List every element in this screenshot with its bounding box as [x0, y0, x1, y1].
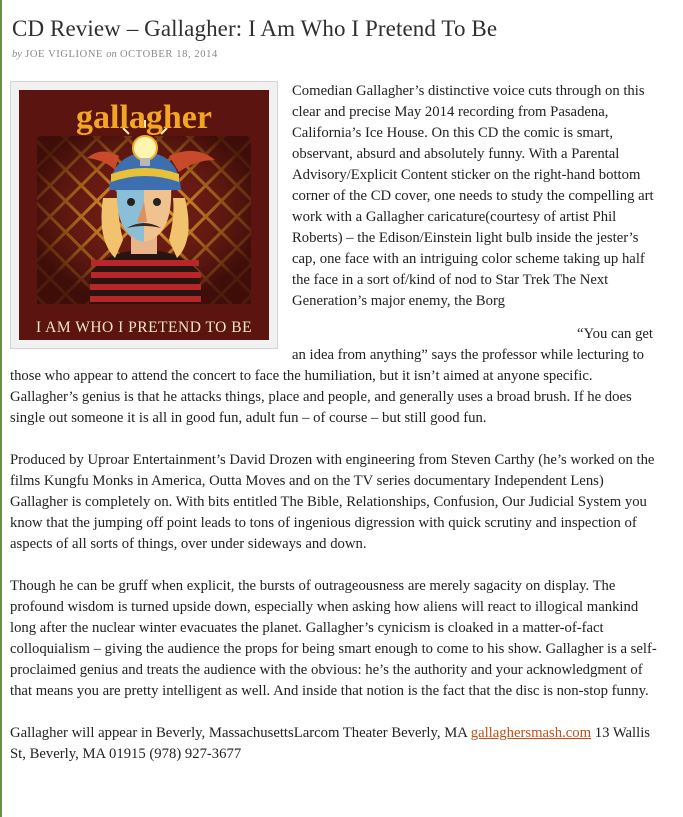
article-title[interactable]: CD Review – Gallagher: I Am Who I Pretend To Be [12, 16, 498, 41]
cover-subtitle-text: I AM WHO I PRETEND TO BE [35, 319, 253, 336]
byline-author[interactable]: JOE VIGLIONE [25, 49, 104, 60]
byline-by: by [12, 49, 22, 60]
gallagher-site-link[interactable]: gallaghersmash.com [470, 725, 592, 741]
paragraph-1: Comedian Gallagher’s distinctive voice cuts through on this clear and precise May 2014 recording from Pasadena, California’s Ice House. On this CD the comic is smart, observant, absurd and absolutely funny. With a Parental Advisory/Explicit Content sticker on the right-hand bottom corner of the CD cover, one needs to study the compelling art work with a Gallagher caricature(courtesy of artist Phil Roberts) – the Edison/Einstein light bulb inside the jester’s cap, one face with an intriguing color scheme taking up half the face in a sort of/kind of nod to Star Trek The Next Generation’s major enemy, the Borg [292, 83, 654, 309]
left-border-rule [0, 0, 2, 817]
byline [12, 49, 668, 60]
byline-on: on [106, 49, 117, 60]
album-cover-image[interactable] [19, 90, 269, 340]
paragraph-3: Produced by Uproar Entertainment’s David Drozen with engineering from Steven Carthy (he’s worked on the films Kungfu Monks in America, Outta Moves and on the TV series documentary Independent Lens) Gallagher is completely on. With bits entitled The Bible, Relationships, Confusion, Our Judicial System you know that the jumping off point leads to tons of ingenious digression with quick scrutiny and inspection of aspects of all sorts of things, over under sideways and down. [10, 452, 655, 552]
appearance-suffix: 13 Wallis St, Beverly, MA 01915 (978) 927-3677 [10, 725, 650, 762]
byline-date: OCTOBER 18, 2014 [120, 49, 218, 60]
album-cover-frame [10, 81, 278, 349]
article-body [10, 81, 660, 786]
appearance-prefix: Gallagher will appear in Beverly, MassachusettsLarcom Theater Beverly, MA [10, 725, 471, 741]
appearance-paragraph [10, 723, 660, 765]
cover-title-text: gallagher [76, 99, 212, 136]
paragraph-4: Though he can be gruff when explicit, the bursts of outrageousness are merely sagacity on display. The profound wisdom is turned upside down, especially when asking how aliens will react to illogical mankind long after the nuclear winter evacuates the planet. Gallagher’s cynicism is cloaked in a matter-of-fact colloquialism – giving the audience the props for being smart enough to come to his show. Gallagher is a self-proclaimed genius and treats the audience with the obvious: he’s the authority and your acknowledgment of that means you are pretty intelligent as well. And inside that notion is the fact that the disc is non-stop funny. [10, 578, 657, 699]
article [12, 14, 668, 60]
paragraph-2: “You can get an idea from anything” says the professor while lecturing to those who appear to attend the concert to face the humiliation, but it isn’t aimed at anyone specific. Gallagher’s genius is that he attacks things, place and people, and generally uses a broad brush. If he does single out someone it is all in good fun, adult fun – of course – but still good fun. [10, 326, 654, 426]
